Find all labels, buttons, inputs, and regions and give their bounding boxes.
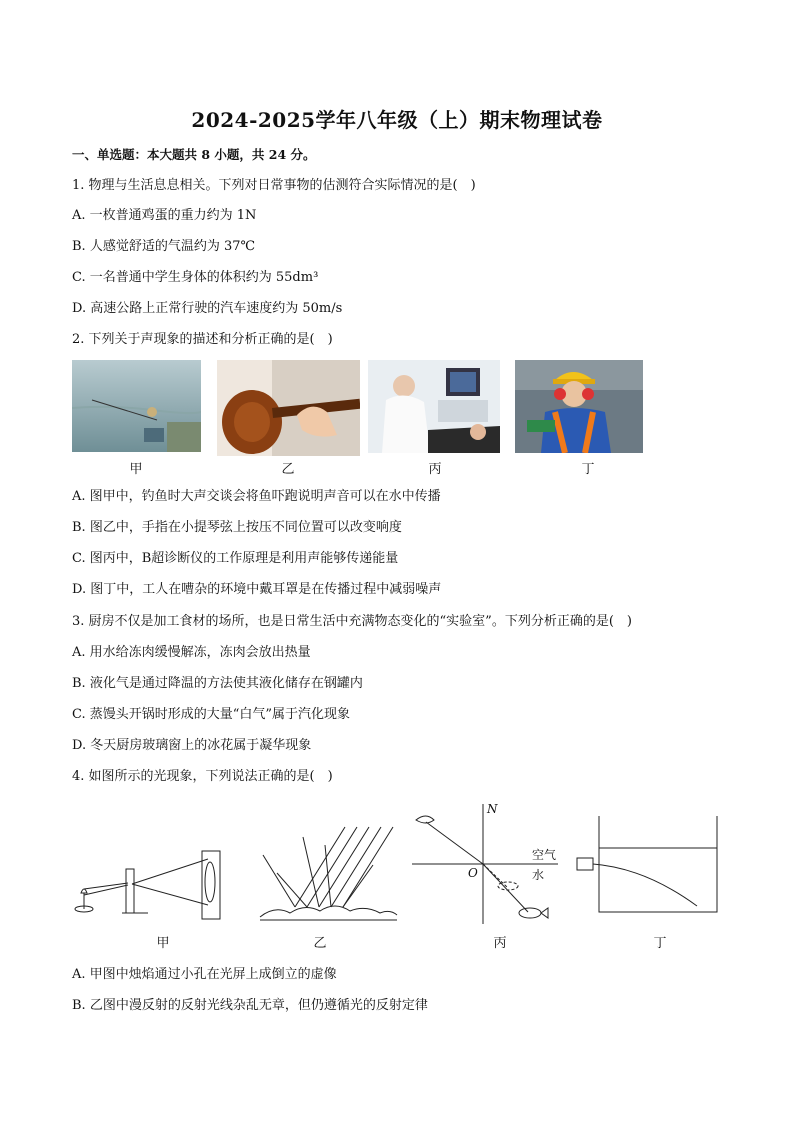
q2-caption-bing: 丙 bbox=[428, 462, 442, 477]
origin-label-o: O bbox=[468, 866, 478, 880]
q4-option-b: B. 乙图中漫反射的反射光线杂乱无章，但仍遵循光的反射定律 bbox=[72, 998, 428, 1013]
q2-caption-ding: 丁 bbox=[581, 462, 595, 477]
q3-option-d: D. 冬天厨房玻璃窗上的冰花属于凝华现象 bbox=[72, 738, 312, 753]
q2-caption-jia: 甲 bbox=[129, 462, 143, 477]
fishing-photo bbox=[72, 360, 201, 452]
q2-option-c: C. 图丙中，B超诊断仪的工作原理是利用声能够传递能量 bbox=[72, 551, 399, 566]
q1-option-c: C. 一名普通中学生身体的体积约为 55dm³ bbox=[72, 270, 319, 285]
q1-stem: 1. 物理与生活息息相关。下列对日常事物的估测符合实际情况的是( ) bbox=[72, 178, 476, 193]
q4-caption-yi: 乙 bbox=[313, 936, 327, 951]
diffuse-reflection-diagram bbox=[255, 825, 400, 925]
q3-option-b: B. 液化气是通过降温的方法使其液化储存在钢罐内 bbox=[72, 676, 363, 691]
page-title: 2024-2025学年八年级（上）期末物理试卷 bbox=[191, 108, 603, 132]
q2-option-a: A. 图甲中，钓鱼时大声交谈会将鱼吓跑说明声音可以在水中传播 bbox=[72, 489, 441, 504]
q2-stem: 2. 下列关于声现象的描述和分析正确的是( ) bbox=[72, 332, 333, 347]
air-label: 空气 bbox=[532, 848, 557, 862]
q4-caption-jia: 甲 bbox=[156, 936, 170, 951]
section-header: 一、单选题：本大题共 8 小题，共 24 分。 bbox=[72, 147, 316, 162]
q1-option-d: D. 高速公路上正常行驶的汽车速度约为 50m/s bbox=[72, 301, 343, 316]
q2-caption-yi: 乙 bbox=[281, 462, 295, 477]
normal-label-n: N bbox=[487, 802, 498, 816]
q4-caption-ding: 丁 bbox=[653, 936, 667, 951]
q4-caption-bing: 丙 bbox=[493, 936, 507, 951]
ultrasound-photo bbox=[368, 360, 500, 453]
water-label: 水 bbox=[532, 868, 545, 882]
q3-stem: 3. 厨房不仅是加工食材的场所，也是日常生活中充满物态变化的“实验室”。下列分析正确的是( ) bbox=[72, 614, 632, 629]
worker-photo bbox=[515, 360, 643, 453]
q2-option-b: B. 图乙中，手指在小提琴弦上按压不同位置可以改变响度 bbox=[72, 520, 402, 535]
q3-option-c: C. 蒸馒头开锅时形成的大量“白气”属于汽化现象 bbox=[72, 707, 351, 722]
q1-option-a: A. 一枚普通鸡蛋的重力约为 1N bbox=[72, 208, 257, 223]
refraction-diagram bbox=[408, 800, 560, 925]
q4-stem: 4. 如图所示的光现象，下列说法正确的是( ) bbox=[72, 769, 333, 784]
q4-option-a: A. 甲图中烛焰通过小孔在光屏上成倒立的虚像 bbox=[72, 967, 337, 982]
light-in-liquid-diagram bbox=[575, 812, 725, 917]
q2-option-d: D. 图丁中，工人在嘈杂的环境中戴耳罩是在传播过程中减弱噪声 bbox=[72, 582, 442, 597]
violin-photo bbox=[217, 360, 360, 456]
pinhole-diagram bbox=[70, 845, 225, 925]
q3-option-a: A. 用水给冻肉缓慢解冻，冻肉会放出热量 bbox=[72, 645, 311, 660]
q1-option-b: B. 人感觉舒适的气温约为 37℃ bbox=[72, 239, 256, 254]
